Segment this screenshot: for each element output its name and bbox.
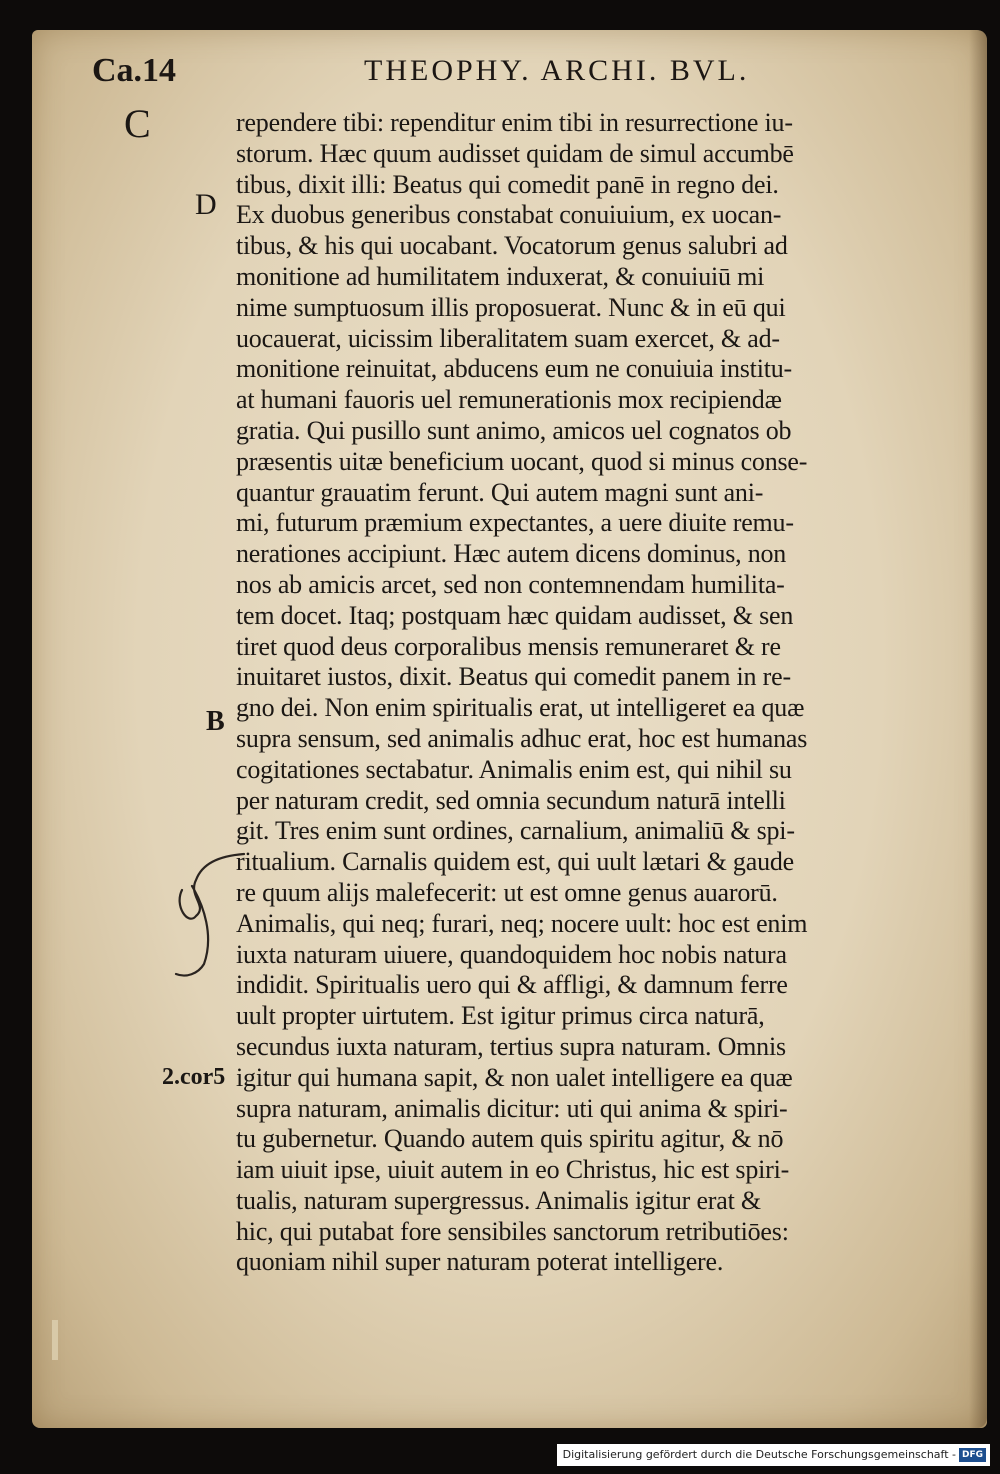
margin-reference: 2.cor5 [162,1064,226,1090]
text-line: quantur grauatim ferunt. Qui autem magni sunt ani- [236,477,764,507]
text-line: tem docet. Itaq; postquam hæc quidam audisset, & sen [236,600,794,630]
text-line: indidit. Spiritualis uero qui & affligi, & damnum ferre [236,970,788,1000]
text-line: supra naturam, animalis dicitur: uti qui anima & spiri- [236,1093,788,1123]
text-line: gno dei. Non enim spiritualis erat, ut intelligeret ea quæ [236,693,805,723]
text-line: Ex duobus generibus constabat conuiuium, ex uocan- [236,200,782,230]
text-line: git. Tres enim sunt ordines, carnalium, animaliū & spi- [236,816,795,846]
text-line: supra sensum, sed animalis adhuc erat, hoc est humanas [236,723,808,753]
text-line: re quum alijs malefecerit: ut est omne genus auarorū. [236,877,778,907]
text-line: nime sumptuosum illis proposuerat. Nunc & in eū qui [236,292,786,322]
text-line: uult propter uirtutem. Est igitur primus circa naturā, [236,1001,765,1031]
running-head [92,52,952,102]
text-line: hic, qui putabat fore sensibiles sanctorum retributiōes: [236,1216,789,1246]
running-title: THEOPHY. ARCHI. BVL. [364,54,750,87]
text-line: gratia. Qui pusillo sunt animo, amicos uel cognatos ob [236,415,792,445]
text-line: uocauerat, uicissim liberalitatem suam exercet, & ad- [236,323,780,353]
digitization-credit [557,1444,990,1466]
paper-stain [52,1320,58,1360]
credit-text: Digitalisierung gefördert durch die Deutsche Forschungsgemeinschaft - [562,1448,956,1461]
text-line: Animalis, qui neq; furari, neq; nocere uult: hoc est enim [236,908,808,938]
text-line: inuitaret iustos, dixit. Beatus qui comedit panem in re- [236,662,791,692]
chapter-number: Ca.14 [92,52,177,89]
dfg-logo: DFG [959,1448,986,1462]
text-line: storum. Hæc quum audisset quidam de simul accumbē [236,138,794,168]
margin-letter-d: D [195,188,217,221]
text-line: at humani fauoris uel remunerationis mox recipiendæ [236,385,782,415]
margin-letter-c: C [124,101,151,146]
text-line: tualis, naturam supergressus. Animalis igitur erat & [236,1185,761,1215]
body-text [236,108,936,1278]
text-line: rependere tibi: rependitur enim tibi in resurrectione iu- [236,108,793,137]
text-line: iam uiuit ipse, uiuit autem in eo Christus, hic est spiri- [236,1155,790,1185]
text-line: tibus, & his qui uocabant. Vocatorum genus salubri ad [236,231,788,261]
text-line: cogitationes sectabatur. Animalis enim est, qui nihil su [236,754,792,784]
page-gutter-shadow [969,30,987,1428]
text-line: tibus, dixit illi: Beatus qui comedit panē in regno dei. [236,169,779,199]
text-line: monitione ad humilitatem induxerat, & conuiuiū mi [236,261,765,291]
text-line: igitur qui humana sapit, & non ualet intelligere ea quæ [236,1062,793,1092]
text-line: nerationes accipiunt. Hæc autem dicens dominus, non [236,539,787,569]
text-line: tu gubernetur. Quando autem quis spiritu agitur, & nō [236,1124,784,1154]
text-line: per naturam credit, sed omnia secundum naturā intelli [236,785,786,815]
text-line: ritualium. Carnalis quidem est, qui uult lætari & gaude [236,847,795,877]
text-line: secundus iuxta naturam, tertius supra naturam. Omnis [236,1031,786,1061]
text-line: mi, futurum præmium expectantes, a uere diuite remu- [236,508,794,538]
text-line: monitione reinuitat, abducens eum ne conuiuia institu- [236,354,793,384]
text-line: iuxta naturam uiuere, quandoquidem hoc nobis natura [236,939,787,969]
text-line: tiret quod deus corporalibus mensis remuneraret & re [236,631,781,661]
text-line: nos ab amicis arcet, sed non contemnendam humilita- [236,569,785,599]
text-line: quoniam nihil super naturam poterat intelligere. [236,1247,724,1277]
margin-letter-b: B [206,706,225,737]
text-line: præsentis uitæ beneficium uocant, quod si minus conse- [236,446,808,476]
